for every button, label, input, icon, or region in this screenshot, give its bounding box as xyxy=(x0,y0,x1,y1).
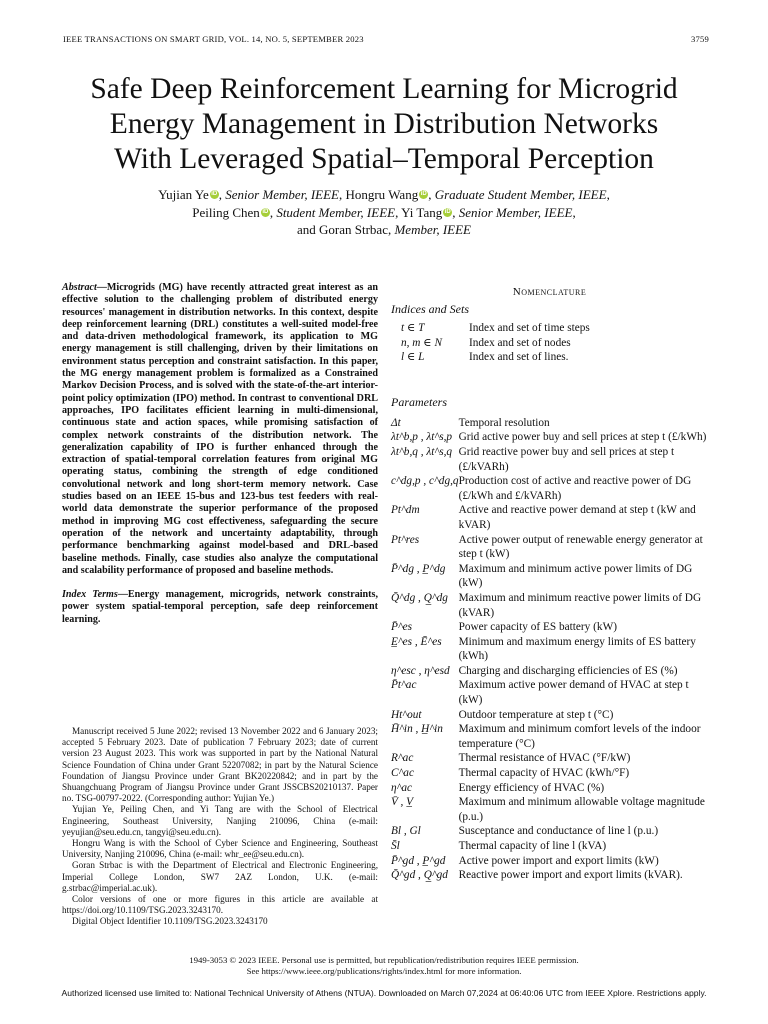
nomenclature-row xyxy=(391,678,708,707)
author-role: Graduate Student Member, IEEE xyxy=(434,187,607,202)
nomenclature-row xyxy=(391,824,708,839)
nomenclature-title: Nomenclature xyxy=(512,286,587,298)
nomenclature-row xyxy=(391,708,708,723)
nomenclature-symbol: P̄^es xyxy=(391,621,413,634)
nomenclature-symbol: V̄ , V̲ xyxy=(391,796,414,809)
indices-table xyxy=(391,321,590,365)
orcid-icon[interactable]: iD xyxy=(211,191,218,197)
nomenclature-row xyxy=(391,503,708,532)
nomenclature-row xyxy=(391,591,708,620)
author-role: Senior Member, IEEE xyxy=(458,204,573,220)
nomenclature-description: Thermal capacity of HVAC (kWh/°F) xyxy=(458,767,630,780)
nomenclature-symbol: R^ac xyxy=(391,752,414,765)
nomenclature-symbol: Bl , Gl xyxy=(391,825,421,838)
nomenclature-column xyxy=(391,282,708,883)
author-block: Yujian Ye iD , Senior Member, IEEE, Hongru Wang iD , Graduate Student Member, IEEE, Peiling Chen iD , Student Member, IEEE, Yi Tang iD , Senior Member, IEEE, and Goran Strbac, Member, IEEE xyxy=(158,187,610,237)
copyright-line: 1949-3053 © 2023 IEEE. Personal use is permitted, but republication/redistribution requires IEEE permission. xyxy=(189,955,579,965)
author-role: Member, IEEE xyxy=(394,222,471,237)
nomenclature-symbol: η^ac xyxy=(391,781,413,794)
nomenclature-description: Reactive power import and export limits (kVAR). xyxy=(458,869,683,882)
nomenclature-description: Thermal capacity of line l (kVA) xyxy=(458,840,607,852)
nomenclature-description: Active and reactive power demand at step t (kW and kVAR) xyxy=(458,504,696,531)
footnote-manuscript: Manuscript received 5 June 2022; revised 13 November 2022 and 6 January 2023; accepted 5 February 2023. Date of publication 7 February 2023; date of current version 23 August 2023. This work was supported in part by the National Natural Science Foundation of China under Grant 52207082; in part by the Natural Science Foundation of Jiangsu Province under Grant BK20220842; and in part by the Shuangchuang Program of Jiangsu Province under Grant JSSCBS20210137. Paper no. TSG-00797-2022. (Corresponding author: Yujian Ye.) xyxy=(62,726,378,804)
nomenclature-description: Power capacity of ES battery (kW) xyxy=(458,621,617,634)
nomenclature-description: Active power output of renewable energy generator at step t (kW) xyxy=(458,533,703,561)
nomenclature-description: Maximum and minimum allowable voltage magnitude (p.u.) xyxy=(458,796,705,823)
nomenclature-row xyxy=(391,722,708,751)
nomenclature-description: Energy efficiency of HVAC (%) xyxy=(458,781,605,794)
nomenclature-row xyxy=(391,350,590,365)
nomenclature-description: Maximum and minimum active power limits of DG (kW) xyxy=(458,562,693,590)
parameters-table xyxy=(391,416,708,883)
nomenclature-row xyxy=(391,766,708,781)
nomenclature-row xyxy=(391,430,708,445)
nomenclature-symbol: P̄t^ac xyxy=(391,679,417,692)
license-footer: Authorized licensed use limited to: National Technical University of Athens (NTUA). Downloaded on March 07,2024 at 06:40:06 UTC from IEEE Xplore. Restrictions apply. xyxy=(61,988,707,998)
nomenclature-description: Thermal resistance of HVAC (°F/kW) xyxy=(458,752,631,765)
nomenclature-symbol: t ∈ T xyxy=(401,322,425,334)
footnote-doi: Digital Object Identifier 10.1109/TSG.2023.3243170 xyxy=(72,916,268,927)
footnote-color-versions: Color versions of one or more figures in this article are available at https://doi.org/10.1109/TSG.2023.3243170. xyxy=(62,894,378,916)
nomenclature-description: Grid active power buy and sell prices at step t (£/kWh) xyxy=(458,431,707,444)
index-terms-label: Index Terms xyxy=(62,589,118,601)
copyright-notice xyxy=(0,955,768,977)
nomenclature-row xyxy=(391,795,708,824)
footnote-block xyxy=(62,726,378,928)
nomenclature-symbol: n, m ∈ N xyxy=(401,336,443,349)
nomenclature-row xyxy=(391,635,708,664)
running-header-journal: IEEE TRANSACTIONS ON SMART GRID, VOL. 14, NO. 5, SEPTEMBER 2023 xyxy=(63,34,364,44)
nomenclature-description: Index and set of nodes xyxy=(469,336,571,349)
nomenclature-row xyxy=(391,751,708,766)
nomenclature-description: Active power import and export limits (kW) xyxy=(458,854,659,867)
nomenclature-symbol: Δt xyxy=(391,416,401,429)
nomenclature-symbol: Q̄^dg , Q̲^dg xyxy=(391,591,448,604)
footnote-affiliation: Yujian Ye, Peiling Chen, and Yi Tang are with the School of Electrical Engineering, Southeast University, Nanjing 210096, China (e-mail: yeyujian@seu.edu.cn, tangyi@seu.edu.cn). xyxy=(62,804,378,837)
running-header-page-number: 3759 xyxy=(691,34,709,44)
index-terms-text: Energy management, microgrids, network constraints, power system spatial-temporal perception, safe deep reinforcement learning. xyxy=(62,589,378,625)
abstract: Abstract—Microgrids (MG) have recently attracted great interest as an effective solution to the challenging problem of distributed energy resources' management in distribution networks. In this context, despite deep reinforcement learning (DRL) constitutes a well-suited model-free and data-driven methodological framework, its application to MG energy management is still challenging, driven by their limitations on environment status perception and constraint satisfaction. In this paper, the MG energy management problem is formalized as a Constrained Markov Decision Process, and is solved with the state-of-the-art interior-point policy optimization (IPO) method. In contrast to conventional DRL approaches, IPO facilitates efficient learning in multi-dimensional, continuous state and action spaces, while promising satisfaction of complex network constraints of the distribution network. The generalization capability of IPO is further enhanced through the extraction of spatial-temporal correlation features from original MG operating status, combining the strength of edge conditioned convolutional network and long short-term memory network. Case studies based on an IEEE 15-bus and 123-bus test feeders with real-world data demonstrate the superior performance of the proposed method in improving MG cost effectiveness, safeguarding the secure operation of the network and uncertainty adaptability, through performance benchmarking against model-based and DRL-based baseline methods. Finally, case studies also analyze the computational and scalability performance of proposed and baseline methods. xyxy=(62,282,378,576)
nomenclature-description: Maximum active power demand of HVAC at step t (kW) xyxy=(458,679,689,707)
author-name: Yi Tang xyxy=(401,204,443,220)
nomenclature-symbol: Ht^out xyxy=(391,708,422,721)
nomenclature-symbol: H̄^in , H̲^in xyxy=(391,723,443,736)
nomenclature-symbol: Q̄^gd , Q̲^gd xyxy=(391,869,448,882)
nomenclature-row xyxy=(391,474,708,503)
author-name: Peiling Chen xyxy=(192,204,260,220)
nomenclature-symbol: λt^b,q , λt^s,q xyxy=(391,445,453,458)
nomenclature-description: Maximum and minimum comfort levels of the indoor temperature (°C) xyxy=(458,723,701,750)
nomenclature-description: Minimum and maximum energy limits of ES battery (kWh) xyxy=(458,635,696,663)
abstract-label: Abstract xyxy=(62,282,97,293)
parameters-heading: Parameters xyxy=(391,394,447,409)
nomenclature-symbol: P̄^gd , P̲^gd xyxy=(391,854,446,867)
nomenclature-description: Temporal resolution xyxy=(458,416,550,429)
nomenclature-row xyxy=(391,336,590,351)
author-name: and Goran Strbac xyxy=(297,222,388,237)
abstract-text: Microgrids (MG) have recently attracted great interest as an effective solution to the challenging problem of distributed energy resources' management in distribution networks. In this context, despite deep reinforcement learning (DRL) constitutes a well-suited model-free and data-driven methodological framework, its application to MG energy management is still challenging, driven by their limitations on environment status perception and constraint satisfaction. In this paper, the MG energy management problem is formalized as a Constrained Markov Decision Process, and is solved with the state-of-the-art interior-point policy optimization (IPO) method. In contrast to conventional DRL approaches, IPO facilitates efficient learning in multi-dimensional, continuous state and action spaces, while promising satisfaction of complex network constraints of the distribution network. The generalization capability of IPO is further enhanced through the extraction of spatial-temporal correlation features from original MG operating status, combining the strength of edge conditioned convolutional network and long short-term memory network. Case studies based on an IEEE 15-bus and 123-bus test feeders with real-world data demonstrate the superior performance of the proposed method in improving MG cost effectiveness, safeguarding the secure operation of the network and uncertainty adaptability, through performance benchmarking against model-based and DRL-based baseline methods. Finally, case studies also analyze the computational and scalability performance of proposed and baseline methods. xyxy=(62,282,378,576)
nomenclature-row xyxy=(391,321,590,336)
nomenclature-symbol: c^dg,p , c^dg,q xyxy=(391,475,459,488)
title-line-3: With Leveraged Spatial–Temporal Perception xyxy=(114,143,654,175)
nomenclature-symbol: η^esc , η^esd xyxy=(391,664,450,677)
nomenclature-symbol: l ∈ L xyxy=(401,351,425,364)
left-column xyxy=(62,282,378,626)
nomenclature-description: Susceptance and conductance of line l (p.u.) xyxy=(458,825,659,838)
nomenclature-row xyxy=(391,664,708,679)
nomenclature-description: Maximum and minimum reactive power limits of DG (kVAR) xyxy=(458,591,702,619)
rights-link-line[interactable]: See https://www.ieee.org/publications/rights/index.html for more information. xyxy=(246,966,522,976)
nomenclature-symbol: C^ac xyxy=(391,767,414,780)
nomenclature-row xyxy=(391,854,708,869)
footnote-affiliation: Goran Strbac is with the Department of Electrical and Electronic Engineering, Imperial College London, SW7 2AZ London, U.K. (e-mail: g.strbac@imperial.ac.uk). xyxy=(62,860,378,893)
nomenclature-symbol: Pt^res xyxy=(391,533,420,546)
nomenclature-row xyxy=(391,620,708,635)
nomenclature-row xyxy=(391,562,708,591)
nomenclature-symbol: P̄^dg , P̲^dg xyxy=(391,562,446,575)
author-name: Yujian Ye xyxy=(158,187,209,202)
index-terms: Index Terms—Energy management, microgrids, network constraints, power system spatial-temporal perception, safe deep reinforcement learning. xyxy=(62,589,378,625)
nomenclature-description: Grid reactive power buy and sell prices at step t (£/kVARh) xyxy=(458,445,675,473)
indices-heading: Indices and Sets xyxy=(391,302,469,316)
nomenclature-description: Outdoor temperature at step t (°C) xyxy=(458,708,614,721)
orcid-icon[interactable]: iD xyxy=(262,208,269,215)
nomenclature-row xyxy=(391,868,708,883)
author-role: Student Member, IEEE xyxy=(276,204,396,220)
footnote-affiliation: Hongru Wang is with the School of Cyber Science and Engineering, Southeast University, Nanjing 210096, China (e-mail: whr_ee@seu.edu.cn). xyxy=(62,838,378,860)
nomenclature-symbol: S̄l xyxy=(391,840,400,852)
nomenclature-row xyxy=(391,839,708,854)
nomenclature-row xyxy=(391,445,708,474)
nomenclature-description: Index and set of lines. xyxy=(469,351,569,364)
title-line-1: Safe Deep Reinforcement Learning for Microgrid xyxy=(90,73,678,105)
nomenclature-symbol: λt^b,p , λt^s,p xyxy=(391,431,453,444)
orcid-icon[interactable]: iD xyxy=(420,191,427,197)
nomenclature-description: Charging and discharging efficiencies of ES (%) xyxy=(458,664,678,677)
nomenclature-symbol: Pt^dm xyxy=(391,504,420,517)
nomenclature-description: Index and set of time steps xyxy=(469,322,590,334)
author-role: Senior Member, IEEE xyxy=(225,187,339,202)
nomenclature-description: Production cost of active and reactive power of DG (£/kWh and £/kVARh) xyxy=(458,475,692,502)
author-name: Hongru Wang xyxy=(345,187,419,202)
nomenclature-row xyxy=(391,781,708,796)
title-line-2: Energy Management in Distribution Networks xyxy=(109,108,659,140)
nomenclature-row xyxy=(391,533,708,562)
nomenclature-symbol: E̲^es , Ē^es xyxy=(391,635,442,648)
nomenclature-row xyxy=(391,416,708,431)
orcid-icon[interactable]: iD xyxy=(444,208,451,215)
paper-title xyxy=(40,72,728,177)
